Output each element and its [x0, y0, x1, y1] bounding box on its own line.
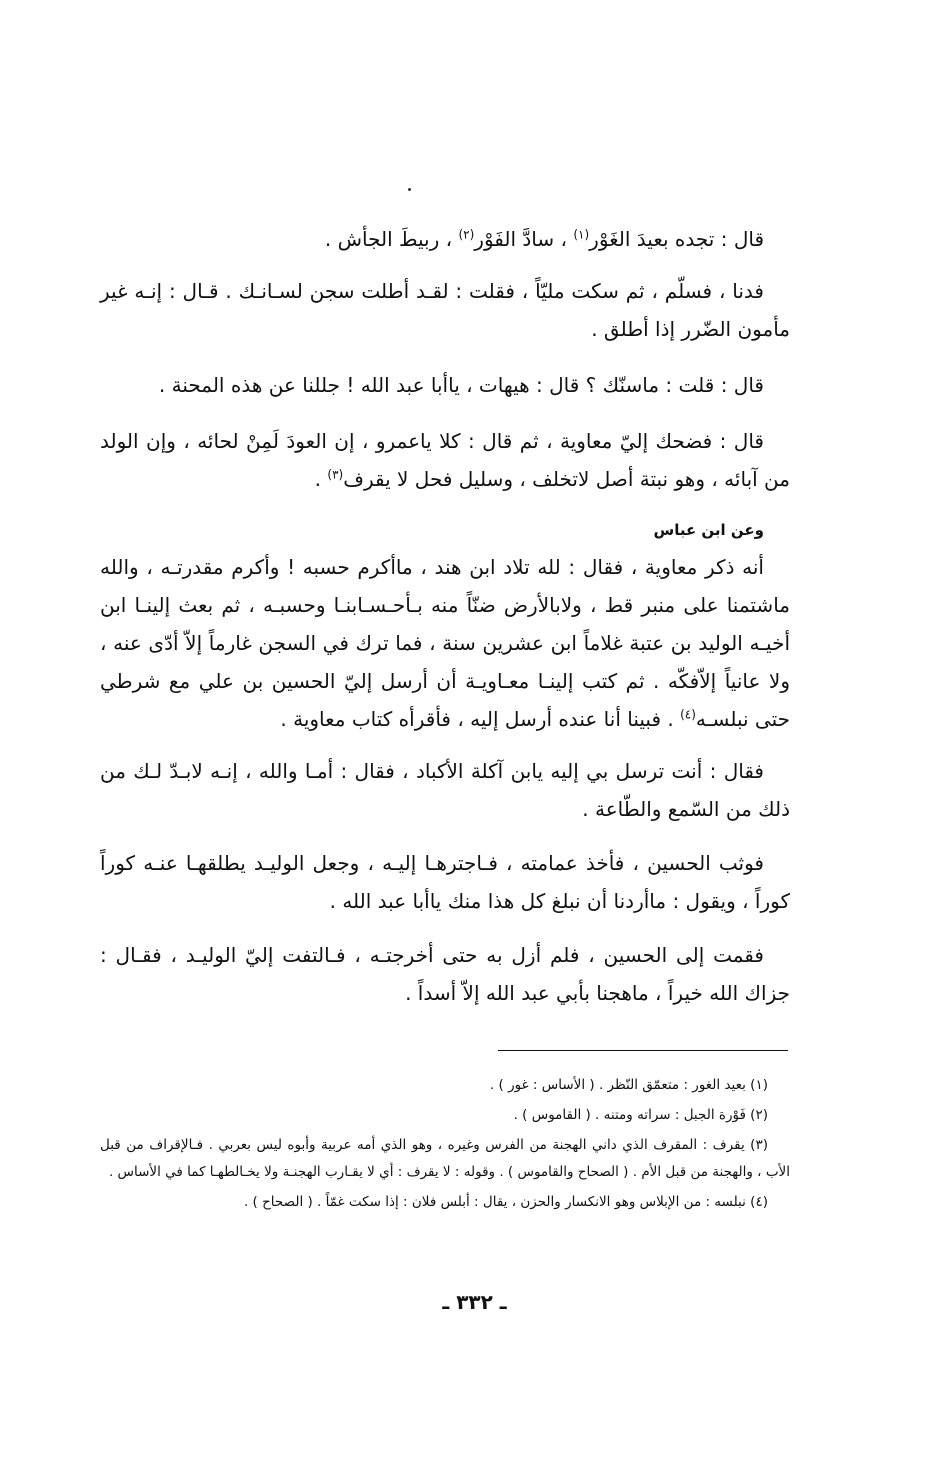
footnote-ref-3: (٣) — [327, 467, 344, 482]
footnote-ref-1: (١) — [573, 227, 590, 242]
speck-mark — [408, 188, 411, 191]
footnote-separator — [498, 1050, 788, 1051]
paragraph-7: فوثب الحسين ، فأخذ عمامته ، فـاجترهـا إليـه ، وجعل الوليـد يطلقهـا عنـه كوراً كوراً ، ويقول : ماأردنا أن نبلغ كل هذا منك ياأبا عبد الله . — [100, 851, 790, 913]
footnote-2: (٢) فَوْرة الجبل : سراته ومتنه . ( القاموس ) . — [513, 1107, 768, 1123]
paragraph-4-text-a: قال : فضحك إليّ معاوية ، ثم قال : كلا ياعمرو ، إن العودَ لَمِنْ لحائه ، وإن الولد من آبائه ، وهو نبتة أصل لاتخلف ، وسليل فحل لا يقرف — [100, 429, 790, 491]
footnote-3: (٣) يقرف : المقرف الذي داني الهجنة من الفرس وغيره ، وهو الذي أمه عربية وأبوه ليس بعربي . فـالإقراف من قبل الأب ، والهجنة من قبل الأم . ( الصحاح والقاموس ) . وقوله : لا يقرف : أي لا يقـارب الهجنـة ولا يخـالطهـا كما في الأساس . — [100, 1137, 790, 1180]
paragraph-5-text-b: . فبينا أنا عنده أرسل إليه ، فأقرأه كتاب معاوية . — [280, 707, 681, 731]
paragraph-1-text-a: قال : تجده بعيدَ الغَوْر — [589, 227, 764, 251]
paragraph-8: فقمت إلى الحسين ، فلم أزل به حتى أخرجتـه ، فـالتفت إليّ الوليـد ، فقـال : جزاك الله خيراً ، ماهجنا بأبي عبد الله إلاّ أسداً . — [100, 943, 790, 1005]
paragraph-5-text-a: أنه ذكر معاوية ، فقال : لله تلاد ابن هند ، ماأكرم حسبه ! وأكرم مقدرتـه ، والله ماشتمنا على منبر قط ، ولابالأرض ضنّاً منه بـأحـسـابنـا وحسبـه ، ثم بعث إلينـا ابن أخيـه الوليد بن عتبة غلاماً ابن عشرين سنة ، فما ترك في السجن غارماً إلاّ أدّى عنه ، ولا عانياً إلاّفكّه . ثم كتب إلينـا معـاويـة أن أرسل إليّ الحسين بن علي مع شرطي حتى نبلسـه — [100, 555, 790, 731]
section-heading: وعن ابن عباس — [653, 521, 764, 539]
paragraph-4 — [100, 422, 790, 498]
paragraph-3: قال : قلت : ماسنّك ؟ قال : هيهات ، ياأبا عبد الله ! جللنا عن هذه المحنة . — [158, 373, 764, 397]
footnote-4: (٤) نبلسه : من الإبلاس وهو الانكسار والحزن ، يقال : أبلس فلان : إذا سكت غمّاً . ( الصحاح ) . — [243, 1194, 768, 1210]
paragraph-4-text-b: . — [314, 467, 328, 491]
footnote-ref-2: (٢) — [458, 227, 475, 242]
footnote-1: (١) بعيد الغور : متعمّق النّظر . ( الأساس : غور ) . — [489, 1077, 768, 1093]
paragraph-1-text-c: ، ربيطَ الجأش . — [324, 227, 459, 251]
paragraph-1-text-b: ، سادَّ الفَوْر — [474, 227, 574, 251]
page-number: ـ ٣٣٢ ـ — [442, 1290, 507, 1314]
paragraph-6: فقال : أنت ترسل بي إليه يابن آكلة الأكباد ، فقال : أمـا والله ، إنـه لابـدّ لـك من ذلك من السّمع والطّاعة . — [100, 759, 790, 821]
body-text — [100, 220, 790, 1012]
footnotes — [100, 1072, 790, 1219]
paragraph-2: فدنا ، فسلّم ، ثم سكت مليّاً ، فقلت : لقـد أطلت سجن لسـانـك . قـال : إنـه غير مأمون الضّرر إذا أطلق . — [100, 279, 790, 341]
paragraph-5 — [100, 548, 790, 738]
footnote-ref-4: (٤) — [680, 707, 696, 722]
paragraph-1 — [100, 220, 790, 258]
